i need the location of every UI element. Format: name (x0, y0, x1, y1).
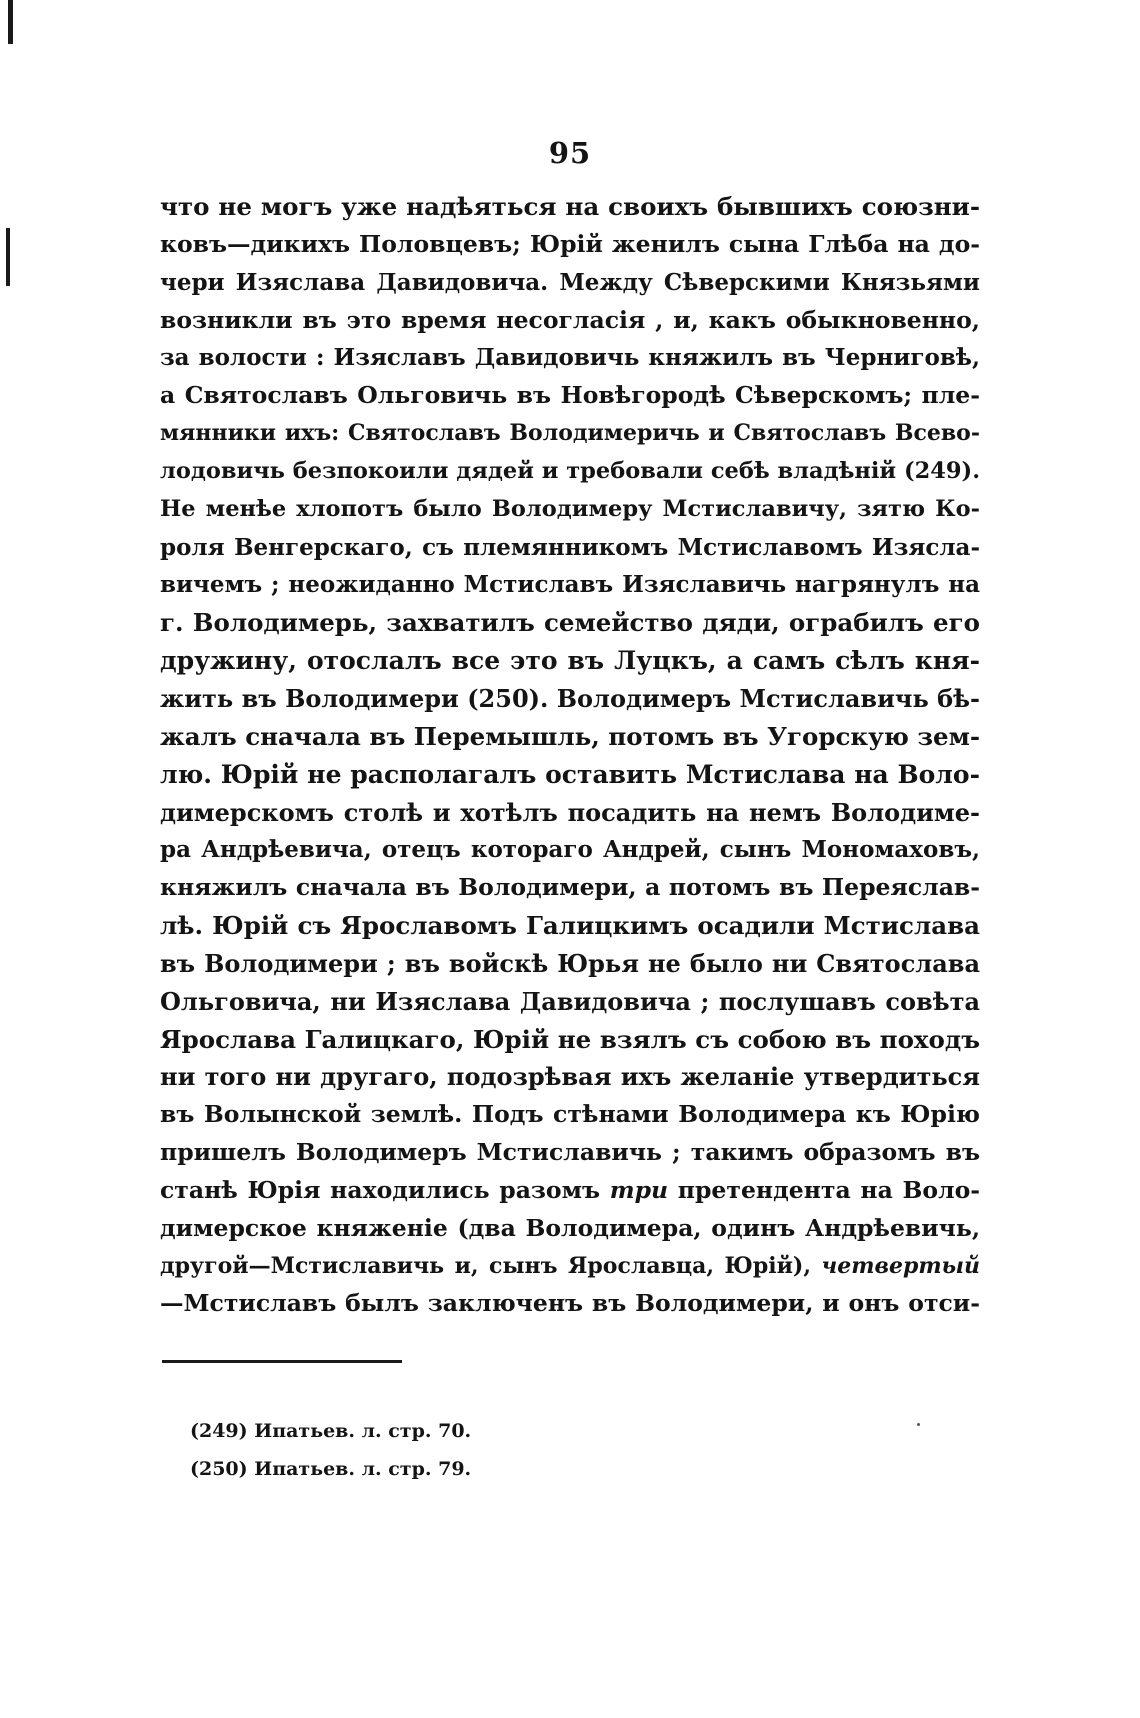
text-line: ра Андрѣевича, отецъ котораго Андрей, сынъ Мономаховъ, (160, 836, 980, 864)
italic-word: четвертый (821, 1252, 980, 1279)
text-line: жить въ Володимери (250). Володимеръ Мстиславичь бѣ- (160, 683, 980, 713)
text-line (160, 1248, 980, 1286)
body-text (160, 188, 980, 1323)
text-line: въ Волынской землѣ. Подъ стѣнами Володимера къ Юрію (160, 1100, 980, 1129)
text-line: вичемъ ; неожиданно Мстиславъ Изяславичь нагрянулъ на (160, 571, 980, 599)
text-segment: претендента на Воло- (668, 1175, 980, 1204)
text-line: димерское княженіе (два Володимера, одинъ Андрѣевичь, (160, 1213, 980, 1242)
footnotes (190, 1412, 790, 1488)
text-line: чери Изяслава Давидовича. Между Сѣверскими Князьями (160, 268, 980, 296)
text-segment: другой—Мстиславичь и, сынъ Ярославца, Юрій), (160, 1252, 822, 1279)
page-number: 95 (548, 136, 592, 170)
text-line: княжилъ сначала въ Володимери, а потомъ въ Переяслав- (160, 873, 980, 902)
text-line: Ярослава Галицкаго, Юрій не взялъ съ собою въ походъ (160, 1024, 980, 1054)
text-line: за волости : Изяславъ Давидовичь княжилъ въ Черниговѣ, (160, 344, 980, 372)
text-line: ни того ни другаго, подозрѣвая ихъ желаніе утвердиться (160, 1062, 980, 1092)
scan-edge-mark (6, 228, 10, 286)
text-line: пришелъ Володимеръ Мстиславичь ; такимъ образомъ въ (160, 1138, 980, 1167)
text-line: а Святославъ Ольговичь въ Новѣгородѣ Сѣверскомъ; пле- (160, 381, 980, 410)
text-line: г. Володимерь, захватилъ семейство дяди, ограбилъ его (160, 608, 980, 638)
text-line: мянники ихъ: Святославъ Володимеричь и Святославъ Всево- (160, 420, 980, 447)
text-line: ковъ—дикихъ Половцевъ; Юрій женилъ сына Глѣба на до- (160, 229, 980, 258)
text-line: роля Венгерскаго, съ племянникомъ Мстиславомъ Изясла- (160, 533, 980, 561)
scan-edge-mark (8, 0, 13, 44)
text-line: въ Володимери ; въ войскѣ Юрья не было ни Святослава (160, 948, 980, 978)
footnote-250: (250) Ипатьев. л. стр. 79. (190, 1458, 472, 1480)
text-line: лю. Юрій не располагалъ оставить Мстислава на Воло- (160, 759, 980, 789)
text-line: Не менѣе хлопотъ было Володимеру Мстиславичу, зятю Ко- (160, 495, 980, 522)
text-line: Ольговича, ни Изяслава Давидовича ; послушавъ совѣта (160, 986, 980, 1016)
footnote-249: (249) Ипатьев. л. стр. 70. (190, 1420, 472, 1442)
text-line (160, 1172, 980, 1210)
text-line: димерскомъ столѣ и хотѣлъ посадить на немъ Володиме- (160, 797, 980, 827)
text-line: лодовичь безпокоили дядей и требовали себѣ владѣній (249). (160, 457, 980, 484)
text-line: —Мстиславъ былъ заключенъ въ Володимери, и онъ отси- (160, 1289, 980, 1318)
text-line: лѣ. Юрій съ Ярославомъ Галицкимъ осадили Мстислава (160, 911, 980, 941)
italic-word: три (609, 1175, 669, 1204)
text-line: возникли въ это время несогласія , и, какъ обыкновенно, (160, 305, 980, 334)
text-line: жалъ сначала въ Перемышль, потомъ въ Угорскую зем- (160, 721, 980, 751)
scan-speck (917, 1423, 920, 1426)
footnote-divider (162, 1360, 402, 1363)
text-line: что не могъ уже надѣяться на своихъ бывшихъ союзни- (160, 192, 980, 221)
text-segment: станѣ Юрія находились разомъ (160, 1175, 610, 1204)
text-line: дружину, отослалъ все это въ Луцкъ, а самъ сѣлъ кня- (160, 646, 980, 676)
